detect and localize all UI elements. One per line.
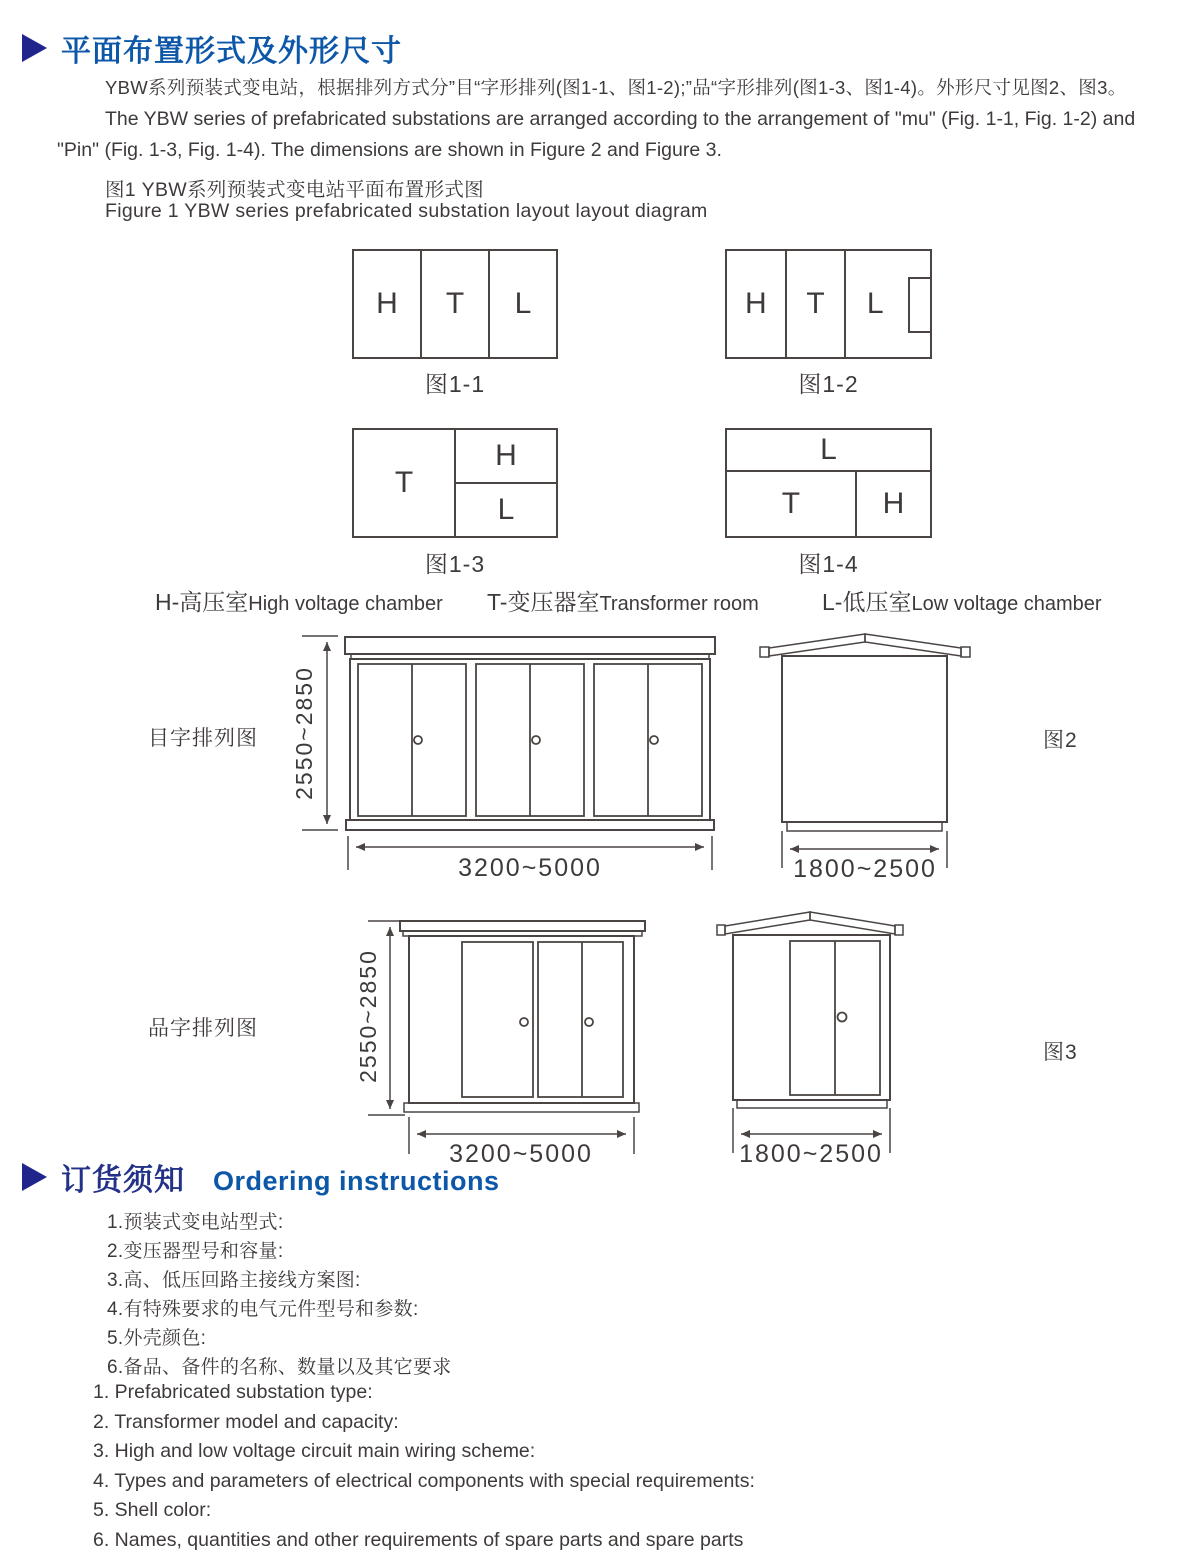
height-dimension-text: 2550~2850: [291, 666, 318, 800]
ordering-item-zh: 1.预装式变电站型式:: [107, 1212, 284, 1233]
legend-en: Transformer room: [599, 593, 759, 615]
fig-1-4-caption: 图1-4: [798, 551, 859, 577]
chamber-label: L: [844, 251, 930, 357]
section1-title: 平面布置形式及外形尺寸: [61, 35, 402, 68]
chamber-label: H: [456, 430, 556, 484]
ordering-list-en: [93, 1378, 755, 1555]
ordering-item-en: 3. High and low voltage circuit main wiring scheme:: [93, 1440, 536, 1462]
section2-header: [22, 1155, 500, 1199]
legend-en: Low voltage chamber: [911, 593, 1102, 615]
ordering-item-en: 6. Names, quantities and other requirements of spare parts and spare parts: [93, 1528, 744, 1551]
fig-1-3-right-column: [456, 430, 556, 536]
chamber-label: H: [882, 487, 905, 520]
ordering-item-en: 2. Transformer model and capacity:: [93, 1410, 399, 1433]
ordering-item-en: 5. Shell color:: [93, 1499, 212, 1521]
intro-paragraph-zh: YBW系列预装式变电站，根据排列方式分”目“字形排列(图1-1、图1-2);”品“字形排列(图1-3、图1-4)。外形尺寸见图2、图3。: [105, 77, 1127, 98]
chamber-label: L: [488, 251, 556, 357]
gable-side-elevation-drawing: [745, 628, 975, 888]
width-dimension-text: 1800~2500: [739, 1140, 883, 1168]
section-arrow-icon: [22, 1163, 47, 1191]
ordering-item-en: 1. Prefabricated substation type:: [93, 1381, 373, 1403]
intro-en-line2: "Pin" (Fig. 1-3, Fig. 1-4). The dimensions are shown in Figure 2 and Figure 3.: [57, 139, 722, 161]
legend-low-voltage: [822, 584, 1102, 617]
width-dimension-text: 3200~5000: [449, 1140, 593, 1168]
fig3-label: 图3: [1043, 1041, 1078, 1064]
legend-en: High voltage chamber: [248, 593, 443, 615]
pin-arrangement-label: 品字排列图: [148, 1017, 258, 1040]
fig-1-4-diagram: [725, 428, 932, 538]
legend-zh: L-低压室: [822, 589, 912, 615]
fig-1-2-diagram: [725, 249, 932, 359]
chamber-label: L: [727, 430, 930, 472]
section-arrow-icon: [22, 34, 47, 62]
ordering-item-en: 4. Types and parameters of electrical components with special requirements:: [93, 1469, 755, 1492]
legend-zh: H-高压室: [155, 589, 249, 615]
fig-1-4-bottom-row: [727, 472, 930, 536]
section1-header: [22, 26, 402, 70]
fig-1-3-diagram: [352, 428, 558, 538]
gable-side-elevation-door-drawing: [705, 905, 915, 1170]
legend-transformer: [487, 584, 759, 617]
legend-high-voltage: [155, 584, 443, 617]
section2-title-zh: 订货须知: [61, 1164, 185, 1197]
fig2-label: 图2: [1043, 729, 1078, 752]
intro-en-line1: The YBW series of prefabricated substations are arranged according to the arrangement of "mu" (Fig. 1-1, Fig. 1-2) and: [105, 108, 1136, 130]
fig1-caption-zh: 图1 YBW系列预装式变电站平面布置形式图: [105, 179, 484, 201]
ordering-item-zh: 5.外壳颜色:: [107, 1328, 207, 1349]
ordering-item-zh: 4.有特殊要求的电气元件型号和参数:: [107, 1299, 419, 1320]
width-dimension-text: 3200~5000: [458, 854, 602, 882]
chamber-label: T: [354, 430, 456, 536]
chamber-label: L: [497, 493, 515, 526]
fig1-caption-en: Figure 1 YBW series prefabricated substation layout layout diagram: [105, 200, 708, 222]
intro-paragraph-en: [57, 104, 1200, 166]
fig-1-2-caption: 图1-2: [798, 371, 859, 397]
fig-1-1-caption: 图1-1: [424, 371, 486, 397]
fig-1-1-diagram: [352, 249, 558, 359]
height-dimension-text: 2550~2850: [355, 949, 382, 1083]
chamber-label: H: [376, 287, 398, 320]
section2-title-en: Ordering instructions: [213, 1165, 500, 1196]
chamber-label: T: [727, 472, 857, 536]
chamber-label: T: [420, 251, 488, 357]
fig-1-3-caption: 图1-3: [424, 551, 486, 577]
ordering-item-zh: 6.备品、备件的名称、数量以及其它要求: [107, 1357, 452, 1378]
chamber-label: H: [745, 287, 767, 320]
pin-front-elevation-drawing: [355, 908, 655, 1170]
ordering-item-zh: 2.变压器型号和容量:: [107, 1241, 284, 1262]
width-dimension-text: 1800~2500: [793, 855, 937, 883]
ordering-list-zh: [107, 1208, 452, 1382]
fig-1-2-niche: [908, 277, 932, 333]
chamber-label: T: [785, 251, 845, 357]
legend-zh: T-变压器室: [487, 589, 600, 615]
mu-arrangement-label: 目字排列图: [148, 727, 258, 750]
mu-front-elevation-drawing: [290, 628, 730, 888]
ordering-item-zh: 3.高、低压回路主接线方案图:: [107, 1270, 361, 1291]
